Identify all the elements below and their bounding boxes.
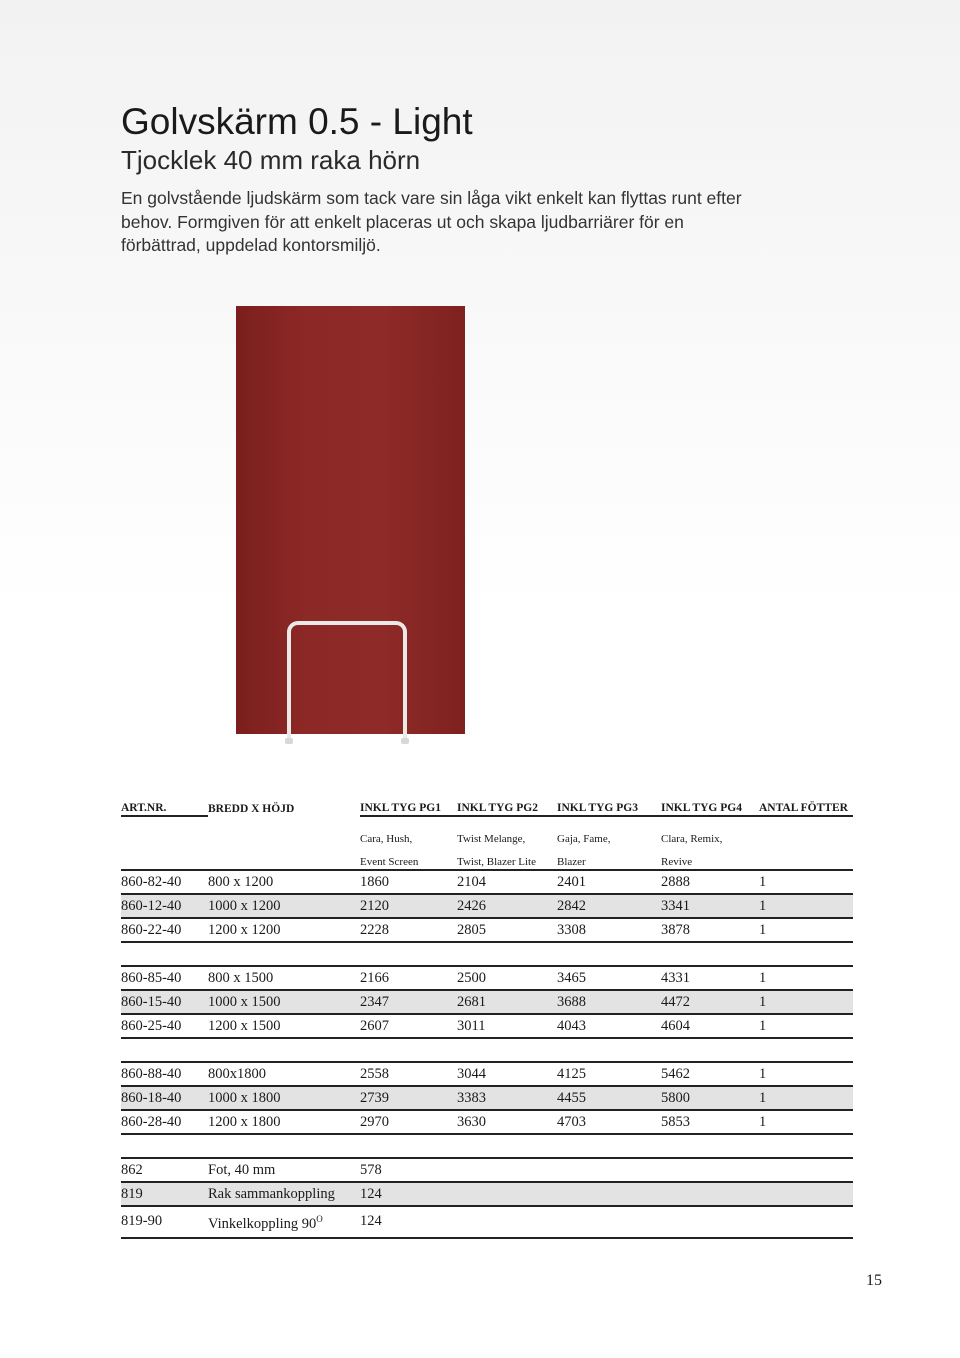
table-cell: 819: [121, 1182, 208, 1206]
table-cell: 2888: [661, 870, 759, 894]
table-cell: 1000 x 1500: [208, 990, 360, 1014]
table-cell: 4604: [661, 1014, 759, 1038]
table-cell: 2558: [360, 1062, 457, 1086]
floor-foot: [287, 621, 407, 741]
table-cell: 3383: [457, 1086, 557, 1110]
table-cell: 3630: [457, 1110, 557, 1134]
table-cell: 3465: [557, 966, 661, 990]
table-cell: 3011: [457, 1014, 557, 1038]
table-cell: 2681: [457, 990, 557, 1014]
table-cell: 2739: [360, 1086, 457, 1110]
table-cell: 860-88-40: [121, 1062, 208, 1086]
table-cell: 4455: [557, 1086, 661, 1110]
table-row: [121, 1014, 853, 1038]
fabric-row-1: [121, 816, 853, 848]
table-cell: 1: [759, 1086, 853, 1110]
product-image: [236, 306, 466, 746]
page-title: Golvskärm 0.5 - Light: [121, 101, 473, 142]
table-cell: 1000 x 1800: [208, 1086, 360, 1110]
table-cell: 860-18-40: [121, 1086, 208, 1110]
header-artnr: ART.NR.: [121, 794, 208, 816]
fabric-pg2-a: Twist Melange,: [457, 833, 526, 845]
table-cell: 860-15-40: [121, 990, 208, 1014]
table-cell: 800 x 1500: [208, 966, 360, 990]
table-cell: 1200 x 1800: [208, 1110, 360, 1134]
table-cell: 800 x 1200: [208, 870, 360, 894]
page-number: 15: [866, 1272, 882, 1289]
table-cell: 860-85-40: [121, 966, 208, 990]
table-cell: 2426: [457, 894, 557, 918]
table-cell: 3688: [557, 990, 661, 1014]
table-cell: 819-90: [121, 1206, 208, 1238]
table-cell: 2166: [360, 966, 457, 990]
table-cell: 860-82-40: [121, 870, 208, 894]
table-row: [121, 990, 853, 1014]
fabric-pg3-b: Blazer: [557, 848, 661, 870]
table-row: [121, 1086, 853, 1110]
table-cell: 3341: [661, 894, 759, 918]
table-row: [121, 1110, 853, 1134]
table-row: [121, 1206, 853, 1238]
table-cell: 578: [360, 1158, 457, 1182]
header-pg2: INKL TYG PG2: [457, 794, 557, 816]
table-cell: 1: [759, 1062, 853, 1086]
table-cell: 2401: [557, 870, 661, 894]
table-row: [121, 1182, 853, 1206]
page-subtitle: Tjocklek 40 mm raka hörn: [121, 145, 421, 175]
table-cell: 1: [759, 966, 853, 990]
fabric-row-2: [121, 848, 853, 870]
table-cell: Fot, 40 mm: [208, 1158, 360, 1182]
table-cell: 1200 x 1200: [208, 918, 360, 942]
table-cell: 2842: [557, 894, 661, 918]
group-spacer: [121, 942, 853, 966]
table-cell: 860-12-40: [121, 894, 208, 918]
table-cell: 860-22-40: [121, 918, 208, 942]
table-cell: 1: [759, 870, 853, 894]
table-cell: 4125: [557, 1062, 661, 1086]
table-cell: 4043: [557, 1014, 661, 1038]
table-cell: 3044: [457, 1062, 557, 1086]
table-cell: 2970: [360, 1110, 457, 1134]
header-size: BREDD X HÖJD: [208, 803, 295, 815]
group-spacer: [121, 1038, 853, 1062]
header-feet: ANTAL FÖTTER: [759, 794, 853, 816]
table-cell: 1000 x 1200: [208, 894, 360, 918]
table-header-row: [121, 794, 853, 816]
table-cell: Rak sammankoppling: [208, 1182, 360, 1206]
table-cell: 1: [759, 990, 853, 1014]
fabric-pg1-a: Cara, Hush,: [360, 833, 413, 845]
table-cell: 800x1800: [208, 1062, 360, 1086]
table-row: [121, 1158, 853, 1182]
table-cell: 2120: [360, 894, 457, 918]
table-cell: 1200 x 1500: [208, 1014, 360, 1038]
table-cell: 2805: [457, 918, 557, 942]
table-cell: 5462: [661, 1062, 759, 1086]
table-cell: 4703: [557, 1110, 661, 1134]
table-cell: 124: [360, 1182, 457, 1206]
table-cell: 2104: [457, 870, 557, 894]
table-cell: 4472: [661, 990, 759, 1014]
table-row: [121, 894, 853, 918]
table-cell: 1: [759, 894, 853, 918]
table-cell: 860-25-40: [121, 1014, 208, 1038]
table-cell: 2607: [360, 1014, 457, 1038]
fabric-pg2-b: Twist, Blazer Lite: [457, 848, 557, 870]
table-cell: 2500: [457, 966, 557, 990]
table-cell: 3878: [661, 918, 759, 942]
foot-cap-right: [401, 738, 409, 744]
foot-cap-left: [285, 738, 293, 744]
table-cell: 2347: [360, 990, 457, 1014]
table-cell: 1: [759, 1110, 853, 1134]
header-pg1: INKL TYG PG1: [360, 794, 457, 816]
table-cell: 1: [759, 1014, 853, 1038]
table-cell: 1: [759, 918, 853, 942]
table-cell: 5800: [661, 1086, 759, 1110]
table-cell: 1860: [360, 870, 457, 894]
table-cell: 5853: [661, 1110, 759, 1134]
fabric-pg4-b: Revive: [661, 848, 759, 870]
header-pg4: INKL TYG PG4: [661, 794, 759, 816]
table-row: [121, 870, 853, 894]
fabric-pg3-a: Gaja, Fame,: [557, 833, 611, 845]
table-row: [121, 1062, 853, 1086]
table-cell: Vinkelkoppling $90^O$: [208, 1206, 360, 1238]
fabric-pg1-b: Event Screen: [360, 848, 457, 870]
group-spacer: [121, 1134, 853, 1158]
table-cell: 862: [121, 1158, 208, 1182]
header-pg3: INKL TYG PG3: [557, 794, 661, 816]
price-table: [121, 794, 853, 1239]
fabric-pg4-a: Clara, Remix,: [661, 833, 723, 845]
table-cell: 4331: [661, 966, 759, 990]
table-cell: 2228: [360, 918, 457, 942]
product-description: En golvstående ljudskärm som tack vare sin låga vikt enkelt kan flyttas runt efter behov. Formgiven för att enkelt placeras ut och skapa ljudbarriärer för en förbättrad, uppdelad kontorsmiljö.: [121, 188, 742, 255]
table-cell: 860-28-40: [121, 1110, 208, 1134]
table-cell: 3308: [557, 918, 661, 942]
table-cell: 124: [360, 1206, 457, 1238]
degree-mark: O: [316, 1214, 323, 1224]
table-row: [121, 918, 853, 942]
table-row: [121, 966, 853, 990]
